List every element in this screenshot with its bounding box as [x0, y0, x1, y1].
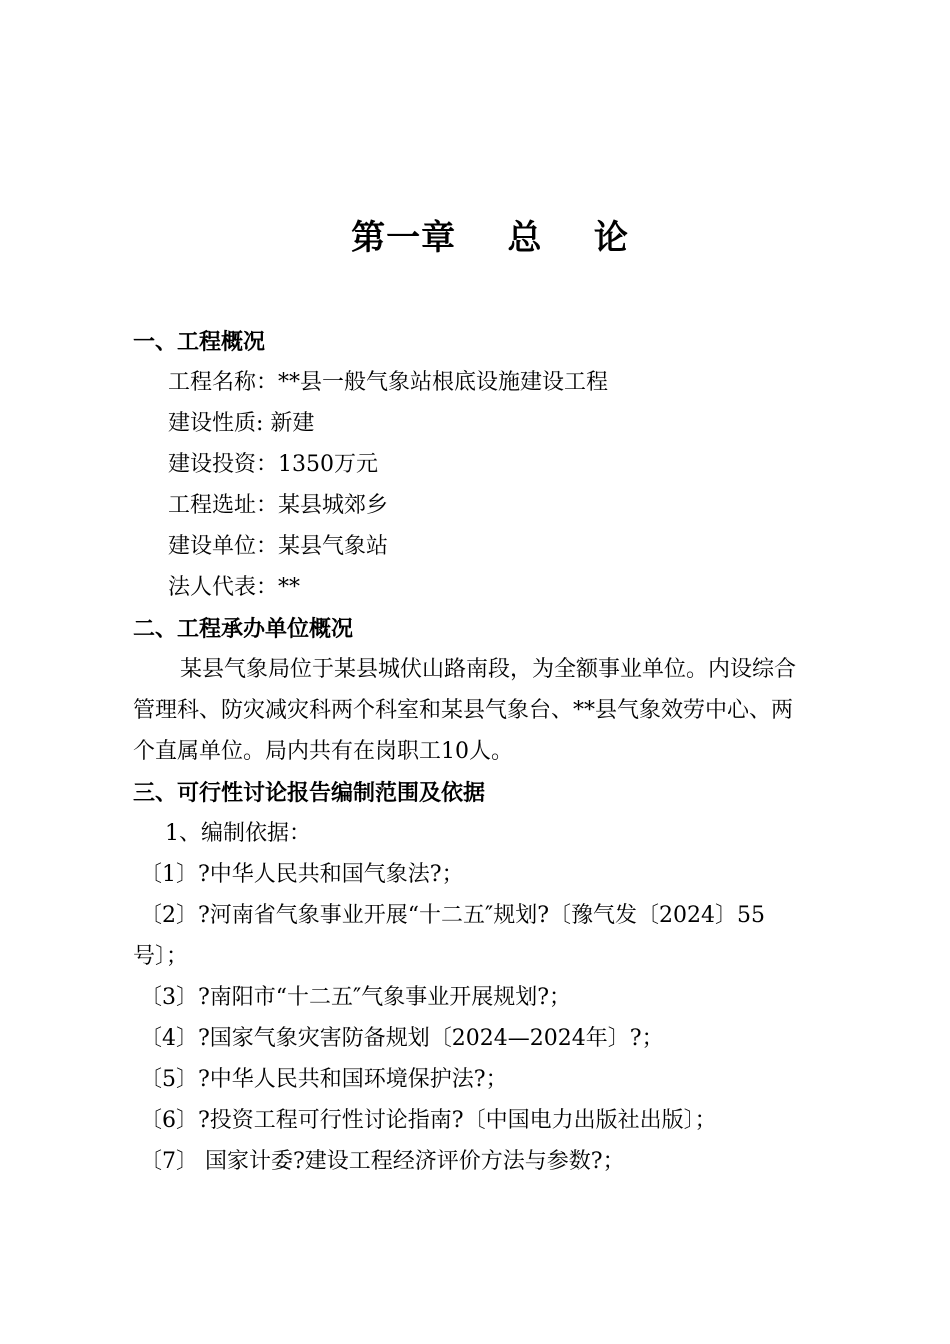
paragraph-line: 某县气象局位于某县城伏山路南段，为全额事业单位。内设综合: [180, 657, 797, 682]
section-heading-basis: 三、可行性讨论报告编制范围及依据: [133, 780, 486, 806]
legal-rep-line: 法人代表：**: [168, 575, 301, 600]
construction-nature-line: 建设性质: 新建: [168, 411, 315, 436]
basis-item: 〔4〕?国家气象灾害防备规划〔2024—2024年〕?；: [140, 1026, 664, 1051]
basis-item: 〔1〕?中华人民共和国气象法?；: [140, 862, 464, 887]
paragraph-line: 个直属单位。局内共有在岗职工10人。: [133, 739, 513, 764]
chapter-title: 第一章 总 论: [351, 218, 629, 258]
section-heading-overview: 一、工程概况: [133, 329, 266, 355]
basis-item: 〔5〕?中华人民共和国环境保护法?；: [140, 1067, 508, 1092]
basis-item-continued: 号〕；: [133, 944, 189, 969]
unit-line: 建设单位：某县气象站: [168, 534, 389, 559]
basis-item: 〔2〕?河南省气象事业开展“十二五″规划?〔豫气发〔2024〕55: [140, 903, 766, 928]
basis-item: 〔6〕?投资工程可行性讨论指南?〔中国电力出版社出版〕；: [140, 1108, 717, 1133]
site-line: 工程选址：某县城郊乡: [168, 493, 389, 518]
basis-item: 〔3〕?南阳市“十二五″气象事业开展规划?；: [140, 985, 572, 1010]
paragraph-line: 管理科、防灾减灾科两个科室和某县气象台、**县气象效劳中心、两: [133, 698, 794, 723]
project-name-line: 工程名称：**县一般气象站根底设施建设工程: [168, 370, 609, 395]
basis-item: 〔7〕 国家计委?建设工程经济评价方法与参数?；: [140, 1149, 625, 1174]
section-heading-undertaker: 二、工程承办单位概况: [133, 616, 354, 642]
investment-line: 建设投资：1350万元: [168, 452, 378, 477]
subheading-basis: 1、编制依据：: [165, 821, 311, 846]
